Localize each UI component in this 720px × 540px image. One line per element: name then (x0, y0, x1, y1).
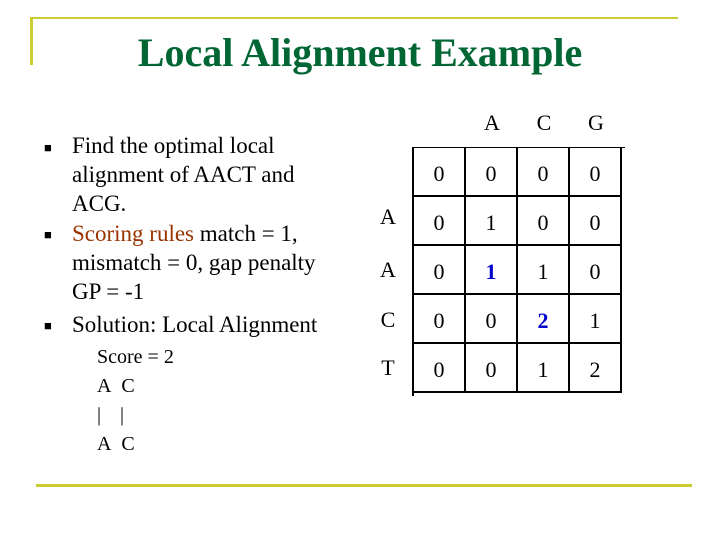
score-matrix (412, 147, 625, 396)
matrix-cell: 0 (570, 246, 622, 295)
matrix-cell: 2 (570, 344, 622, 393)
alignment-bars: | | (97, 404, 128, 426)
bullet-1-line: Find the optimal local (72, 133, 275, 158)
matrix-cell: 0 (414, 344, 466, 393)
bullet-2-line: GP = -1 (72, 279, 145, 304)
matrix-cell: 0 (414, 295, 466, 344)
matrix-row-header: C (380, 307, 396, 332)
matrix-cell: 0 (414, 246, 466, 295)
bullet-square-icon: ■ (44, 227, 52, 242)
matrix-cell: 1 (570, 295, 622, 344)
matrix-cell: 0 (570, 148, 622, 197)
bullet-2 (72, 219, 372, 306)
bullet-2-line: match = 1, (194, 221, 298, 246)
matrix-row-header: A (380, 257, 396, 282)
matrix-cell: 0 (466, 344, 518, 393)
matrix-cell: 1 (518, 246, 570, 295)
bullet-2-line: mismatch = 0, gap penalty (72, 250, 316, 275)
matrix-cell: 0 (466, 295, 518, 344)
matrix-cell: 0 (570, 197, 622, 246)
matrix-cell-highlighted: 1 (466, 246, 518, 295)
matrix-cell: 0 (414, 148, 466, 197)
bullet-3 (72, 310, 372, 339)
slide-title: Local Alignment Example (137, 30, 583, 75)
matrix-col-header: G (588, 110, 604, 135)
bullet-1-line: alignment of AACT and (72, 162, 295, 187)
matrix-row-header: A (380, 204, 396, 229)
matrix-cell: 0 (518, 148, 570, 197)
bullet-1 (72, 131, 362, 218)
matrix-cell-highlighted: 2 (518, 295, 570, 344)
matrix-col-header: C (536, 110, 552, 135)
bullet-3-line: Solution: Local Alignment (72, 312, 318, 337)
scoring-rules-label: Scoring rules (72, 221, 195, 246)
bullet-square-icon: ■ (44, 318, 52, 333)
bullet-2-line1 (72, 219, 372, 248)
matrix-cell: 0 (466, 148, 518, 197)
score-text: Score = 2 (97, 346, 174, 368)
matrix-col-header: A (484, 110, 500, 135)
alignment-line-1: A C (97, 375, 138, 397)
matrix-cell: 1 (518, 344, 570, 393)
frame-bottom-line (36, 484, 692, 487)
bullet-1-line: ACG. (72, 191, 127, 216)
solution-block (97, 343, 174, 459)
bullet-square-icon: ■ (44, 140, 52, 155)
matrix-row-header: T (381, 355, 395, 380)
matrix-cell: 1 (466, 197, 518, 246)
matrix-cell: 0 (414, 197, 466, 246)
matrix-cell: 0 (518, 197, 570, 246)
alignment-line-2: A C (97, 433, 138, 455)
frame-top-line (30, 17, 678, 19)
